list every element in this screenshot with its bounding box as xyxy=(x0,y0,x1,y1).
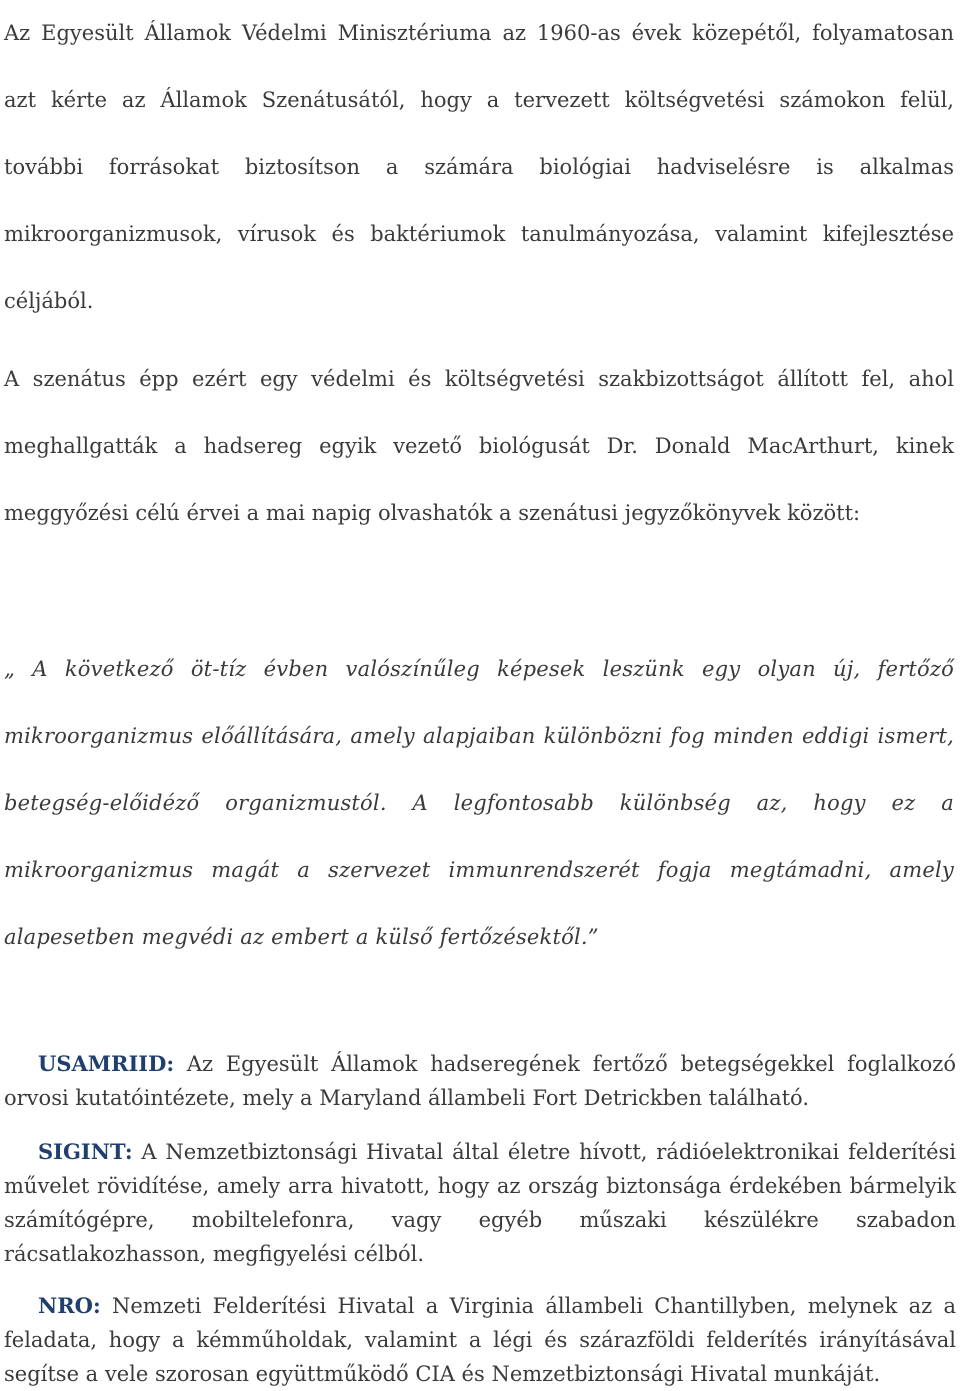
senate-paragraph: A szenátus épp ezért egy védelmi és költségvetési szakbizottságot állított fel, ahol meghallgatták a hadsereg egyik vezető biológusát Dr. Donald MacArthurt, kinek meggyőzési célú érvei a mai napig olvashatók a szenátusi jegyzőkönyvek között: xyxy=(4,367,954,525)
definition-term: USAMRIID: xyxy=(38,1051,175,1076)
definition-nro xyxy=(4,1289,956,1391)
definition-text: Nemzeti Felderítési Hivatal a Virginia állambeli Chantillyben, melynek az a feladata, hogy a kémműholdak, valamint a légi és szárazföldi felderítés irányításával segítse a vele szorosan együttműködő CIA és Nemzetbiztonsági Hivatal munkáját. xyxy=(4,1294,956,1386)
definition-sigint xyxy=(4,1135,956,1271)
definition-text: A Nemzetbiztonsági Hivatal által életre hívott, rádióelektronikai felderítési művelet rövidítése, amely arra hivatott, hogy az ország biztonsága érdekében bármelyik számítógépre, mobiltelefonra, vagy egyéb műszaki készülékre szabadon rácsatlakozhasson, megfigyelési célból. xyxy=(4,1140,956,1266)
intro-paragraph: Az Egyesült Államok Védelmi Minisztériuma az 1960-as évek közepétől, folyamatosan azt kérte az Államok Szenátusától, hogy a tervezett költségvetési számokon felül, további forrásokat biztosítson a számára biológiai hadviselésre is alkalmas mikroorganizmusok, vírusok és baktériumok tanulmányozása, valamint kifejlesztése céljából. xyxy=(4,21,954,313)
definition-term: NRO: xyxy=(38,1293,101,1318)
definition-usamriid xyxy=(4,1047,956,1115)
macarthur-quote: „ A következő öt-tíz évben valószínűleg képesek leszünk egy olyan új, fertőző mikroorganizmus előállítására, amely alapjaiban különbözni fog minden eddigi ismert, betegség-előidéző organizmustól. A legfontosabb különbség az, hogy ez a mikroorganizmus magát a szervezet immunrendszerét fogja megtámadni, amely alapesetben megvédi az embert a külső fertőzésektől.” xyxy=(4,657,954,949)
definition-text: Az Egyesült Államok hadseregének fertőző betegségekkel foglalkozó orvosi kutatóintézete, mely a Maryland állambeli Fort Detrickben található. xyxy=(4,1052,956,1110)
definition-term: SIGINT: xyxy=(38,1139,133,1164)
